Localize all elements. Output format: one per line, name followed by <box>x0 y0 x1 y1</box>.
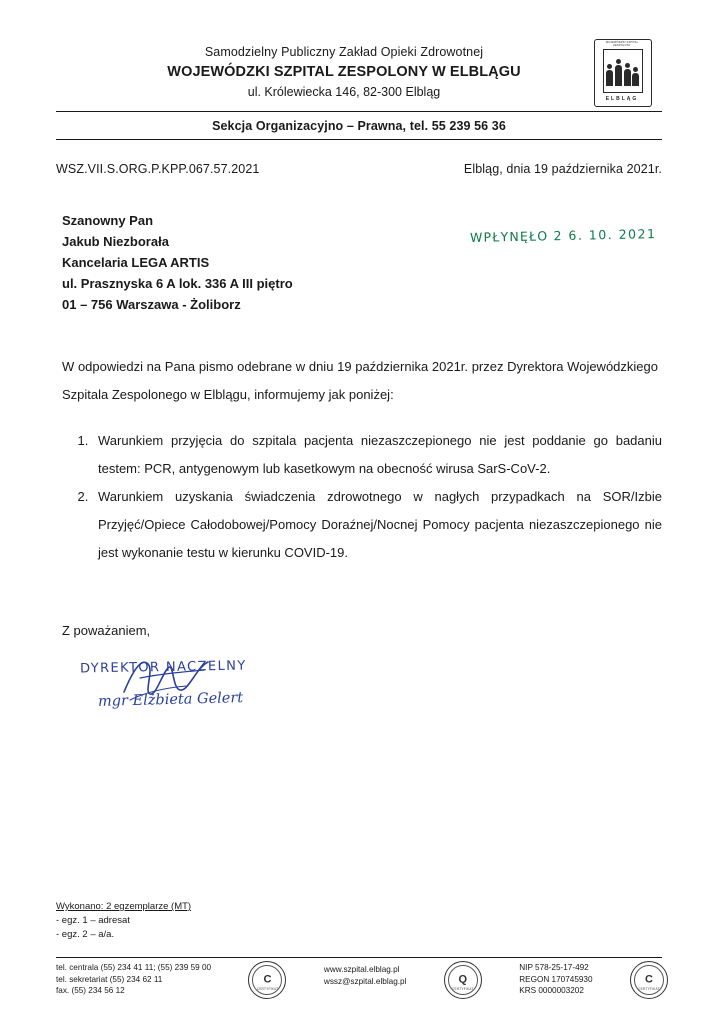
hospital-crest-icon <box>590 36 656 110</box>
certificate-seal-left-caption: CERTYFIKAT <box>256 986 279 991</box>
addressee-block <box>62 210 662 315</box>
certificate-seal-mid-icon <box>444 961 482 999</box>
certificate-seal-mid-mark: Q <box>458 973 468 986</box>
section-label: Sekcja Organizacyjno – Prawna, tel. 55 239 56 36 <box>212 119 506 133</box>
footer-phone-2: tel. sekretariat (55) 234 62 11 <box>56 974 163 984</box>
footer-phones <box>56 958 211 997</box>
crest-top-text: WOJEWÓDZKI SZPITAL ZESPOLONY <box>605 41 639 48</box>
addressee-line-1: Szanowny Pan <box>62 213 154 228</box>
certificate-seal-right-mark: C <box>644 973 653 986</box>
body-intro-paragraph: W odpowiedzi na Pana pismo odebrane w dniu 19 października 2021r. przez Dyrektora Wojewódzkiego Szpitala Zespolonego w Elblągu, informujemy jak poniżej: <box>62 359 658 402</box>
addressee-line-3: Kancelaria LEGA ARTIS <box>62 255 210 270</box>
footer-web <box>324 958 407 987</box>
footer-krs: KRS 0000003202 <box>519 986 584 995</box>
copies-note-line-1: Wykonano: 2 egzemplarze (MT) <box>56 901 192 912</box>
copies-note-line-2: - egz. 1 – adresat <box>56 915 130 926</box>
received-stamp-label: WPŁYNĘŁO <box>469 228 548 245</box>
certificate-seal-left-icon <box>248 961 286 999</box>
addressee-line-2: Jakub Niezborała <box>62 234 169 249</box>
footer-identifiers <box>519 958 592 997</box>
crest-figures-icon <box>606 60 638 86</box>
signature-title: DYREKTOR NACZELNY <box>79 658 247 677</box>
letterhead <box>56 0 662 101</box>
certificate-seal-right-caption: CERTYFIKAT <box>638 986 660 991</box>
reference-row <box>56 162 662 176</box>
footer-email[interactable]: wssz@szpital.elblag.pl <box>323 976 407 986</box>
organization-name: WOJEWÓDZKI SZPITAL ZESPOLONY W ELBLĄGU <box>167 64 521 80</box>
signature-name: mgr Elżbieta Gelert <box>97 690 244 710</box>
place-and-date: Elbląg, dnia 19 października 2021r. <box>463 162 662 176</box>
organization-address: ul. Królewiecka 146, 82-300 Elbląg <box>247 85 441 99</box>
footer-nip: NIP 578-25-17-492 <box>519 963 589 972</box>
addressee-line-4: ul. Prasznyska 6 A lok. 336 A III piętro <box>62 276 293 291</box>
footer-phone-1: tel. centrala (55) 234 41 11; (55) 239 59 00 <box>56 963 212 972</box>
footer-phone-3: fax. (55) 234 56 12 <box>56 986 125 995</box>
list-item: 2. Warunkiem uzyskania świadczenia zdrowotnego w nagłych przypadkach na SOR/Izbie Przyjęć/Opiece Całodobowej/Pomocy Doraźnej/Nocnej Pomocy pacjenta niezaszczepionego nie jest wykonanie testu w kierunku COVID-19. <box>92 483 662 567</box>
copies-note-line-3: - egz. 2 – a/a. <box>56 929 115 940</box>
certificate-seal-mid-caption: CERTYFIKAT <box>452 986 474 991</box>
copies-note <box>56 900 191 942</box>
received-stamp-date: 2 6. 10. 2021 <box>552 226 657 244</box>
header-divider-bottom <box>56 139 662 140</box>
certificate-seal-left-mark: C <box>263 973 272 986</box>
list-item: 1. Warunkiem przyjęcia do szpitala pacjenta niezaszczepionego nie jest poddanie go badaniu testem: PCR, antygenowym lub kasetkowym na obecność wirusa SarS-CoV-2. <box>92 427 662 483</box>
footer <box>56 958 668 1010</box>
reference-number: WSZ.VII.S.ORG.P.KPP.067.57.2021 <box>56 162 260 176</box>
certificate-seal-right-icon <box>630 961 668 999</box>
body-points-list <box>56 427 662 567</box>
footer-website[interactable]: www.szpital.elblag.pl <box>323 965 400 974</box>
closing-phrase: Z poważaniem, <box>62 623 151 638</box>
footer-regon: REGON 170745930 <box>519 974 593 984</box>
organization-subtitle: Samodzielny Publiczny Zakład Opieki Zdrowotnej <box>204 45 484 59</box>
crest-bottom-text: ELBLĄG <box>605 96 639 102</box>
signature-block <box>56 644 662 736</box>
addressee-line-5: 01 – 756 Warszawa - Żoliborz <box>62 297 241 312</box>
